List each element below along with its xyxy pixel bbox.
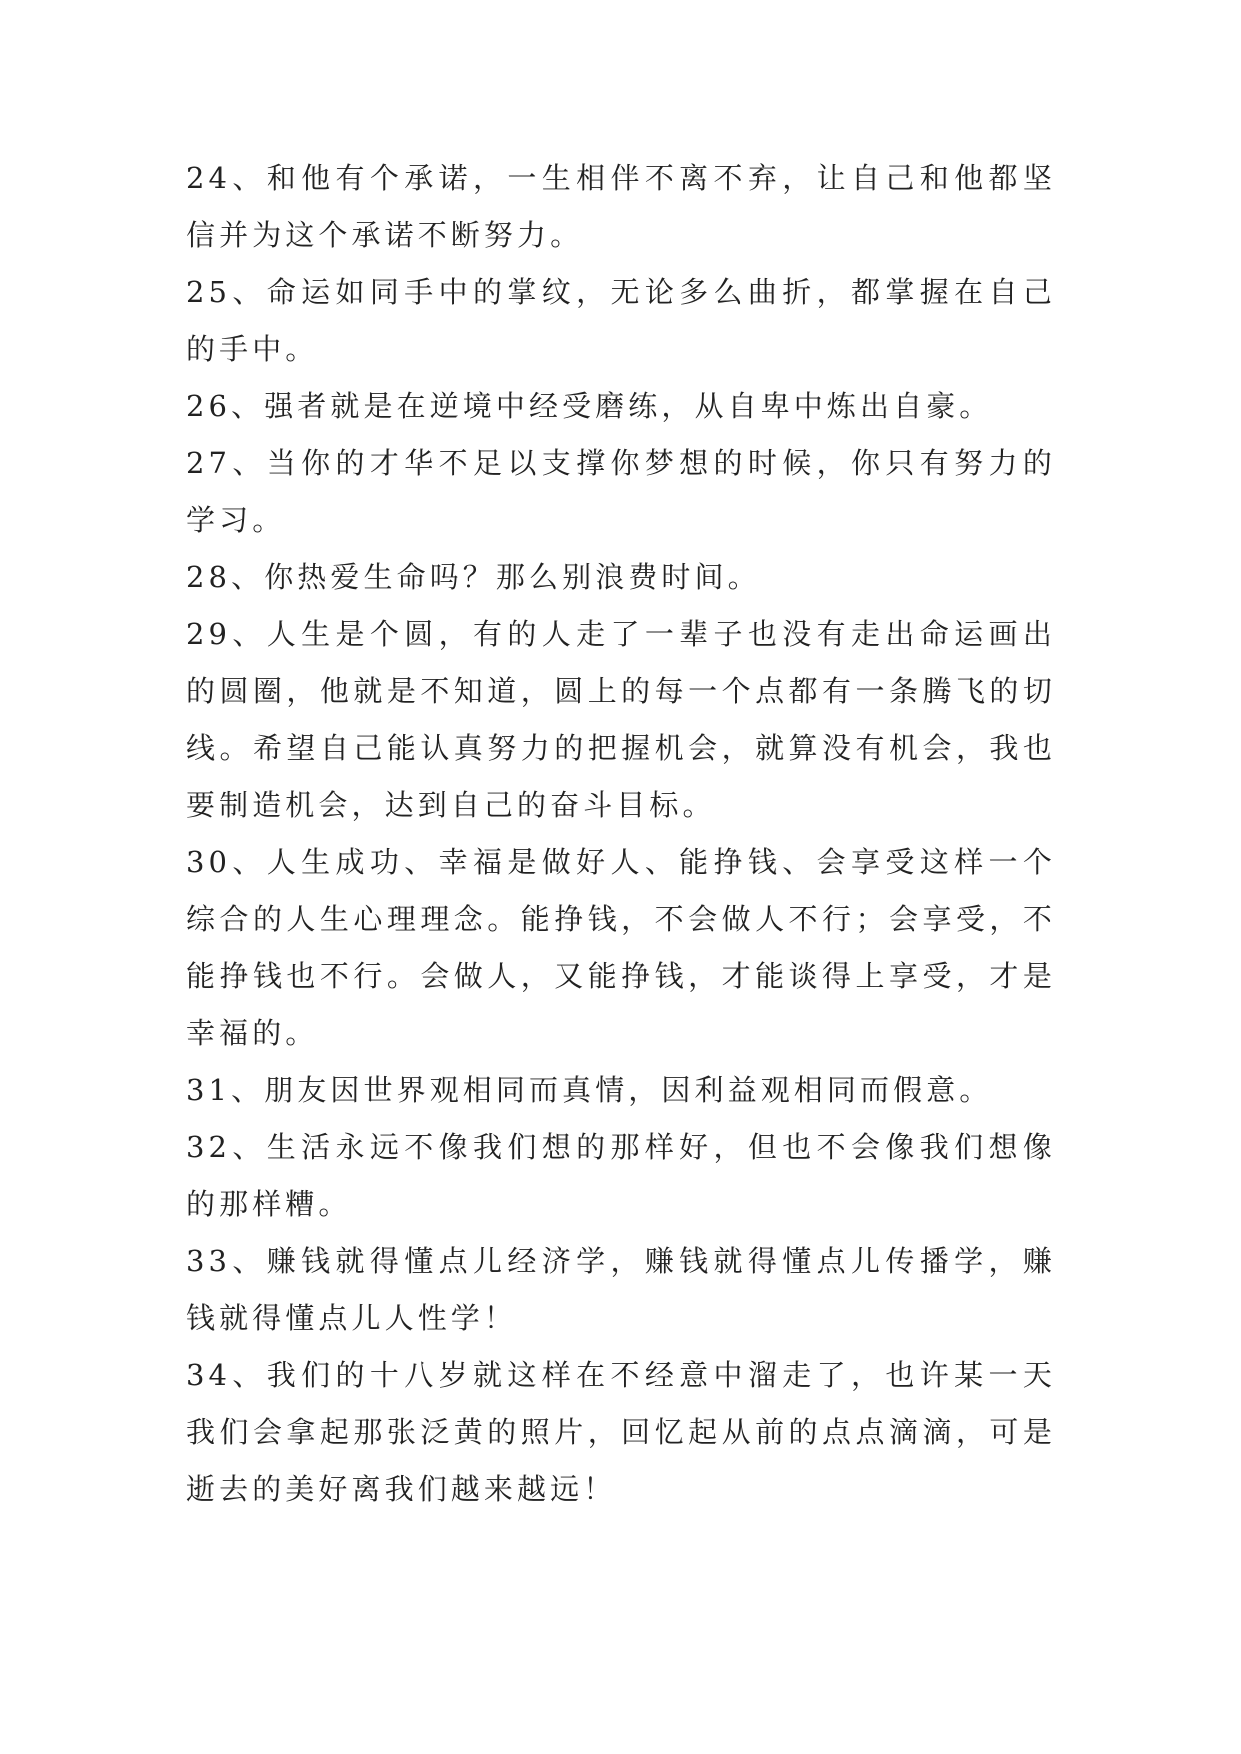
paragraph-29: 29、人生是个圆，有的人走了一辈子也没有走出命运画出的圆圈，他就是不知道，圆上的每一个点都有一条腾飞的切线。希望自己能认真努力的把握机会，就算没有机会，我也要制造机会，达到自己的奋斗目标。 (186, 617, 1056, 822)
paragraph-25: 25、命运如同手中的掌纹，无论多么曲折，都掌握在自己的手中。 (186, 275, 1056, 366)
paragraph-24: 24、和他有个承诺，一生相伴不离不弃，让自己和他都坚信并为这个承诺不断努力。 (186, 161, 1056, 252)
paragraph-34: 34、我们的十八岁就这样在不经意中溜走了，也许某一天我们会拿起那张泛黄的照片，回忆起从前的点点滴滴，可是逝去的美好离我们越来越远！ (186, 1358, 1056, 1506)
paragraph-27: 27、当你的才华不足以支撑你梦想的时候，你只有努力的学习。 (186, 446, 1056, 537)
paragraph-30: 30、人生成功、幸福是做好人、能挣钱、会享受这样一个综合的人生心理理念。能挣钱，不会做人不行；会享受，不能挣钱也不行。会做人，又能挣钱，才能谈得上享受，才是幸福的。 (186, 845, 1056, 1050)
paragraph-32: 32、生活永远不像我们想的那样好，但也不会像我们想像的那样糟。 (186, 1130, 1056, 1221)
paragraph-33: 33、赚钱就得懂点儿经济学，赚钱就得懂点儿传播学，赚钱就得懂点儿人性学！ (186, 1244, 1056, 1335)
paragraph-26: 26、强者就是在逆境中经受磨练，从自卑中炼出自豪。 (186, 389, 993, 423)
paragraph-28: 28、你热爱生命吗？那么别浪费时间。 (186, 560, 761, 594)
document-body (186, 150, 1056, 1518)
paragraph-31: 31、朋友因世界观相同而真情，因利益观相同而假意。 (186, 1073, 993, 1107)
